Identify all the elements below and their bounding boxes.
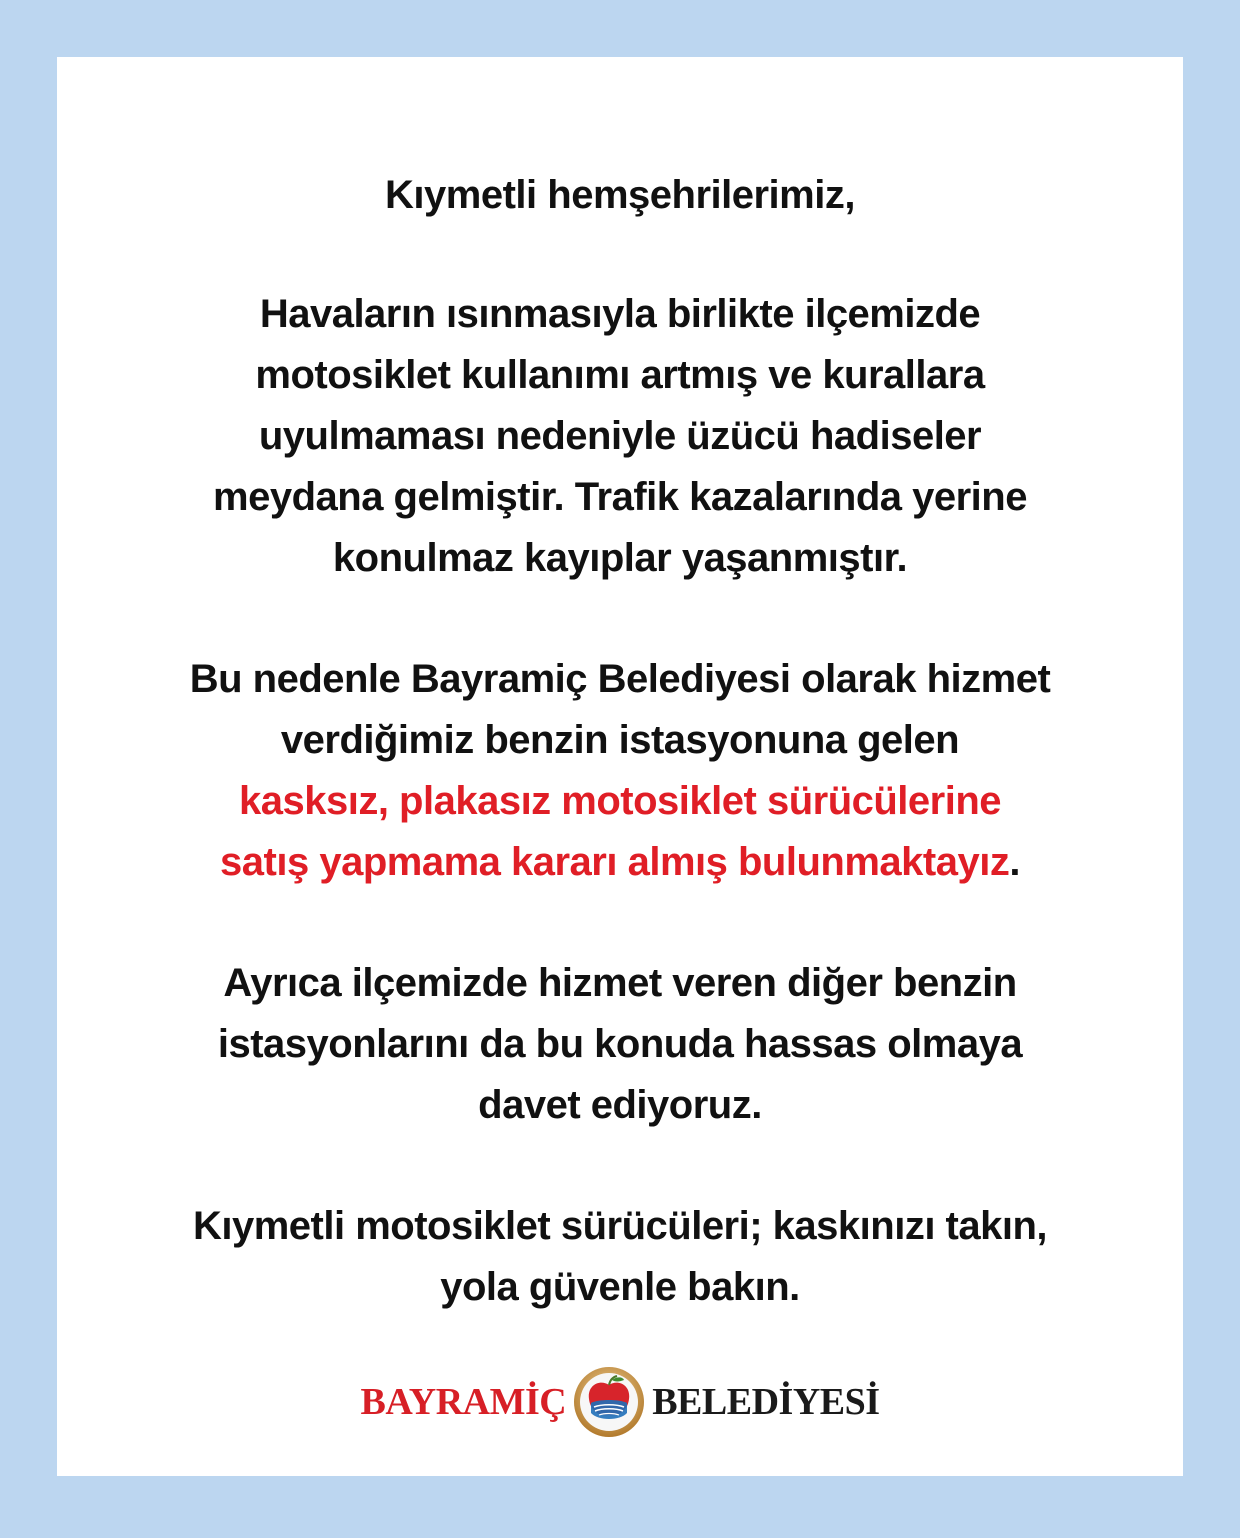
apple-emblem-icon (572, 1365, 646, 1439)
logo-word-belediyesi: BELEDİYESİ (652, 1381, 880, 1423)
paragraph-3-line: Ayrıca ilçemizde hizmet veren diğer benzin (223, 961, 1017, 1005)
notice-text (57, 165, 1183, 1378)
paragraph-3-line: istasyonlarını da bu konuda hassas olmaya (217, 1022, 1023, 1066)
paragraph-3 (57, 953, 1183, 1136)
paragraph-4 (57, 1196, 1183, 1318)
paragraph-2-line: verdiğimiz benzin istasyonuna gelen (280, 718, 960, 762)
paragraph-2-line: Bu nedenle Bayramiç Belediyesi olarak hizmet (189, 657, 1051, 701)
highlight-line: kasksız, plakasız motosiklet sürücülerine (238, 779, 1002, 823)
highlight-line: satış yapmama kararı almış bulunmaktayız (220, 840, 1010, 884)
paragraph-1-line: konulmaz kayıplar yaşanmıştır. (332, 536, 908, 580)
paragraph-1-line: uyulmaması nedeniyle üzücü hadiseler (258, 414, 982, 458)
paragraph-4-line: Kıymetli motosiklet sürücüleri; kaskınızı takın, (192, 1204, 1048, 1248)
paragraph-3-line: davet ediyoruz. (478, 1083, 762, 1127)
notice-card (57, 57, 1183, 1476)
paragraph-1-line: meydana gelmiştir. Trafik kazalarında yerine (213, 475, 1027, 519)
municipality-logo (57, 1365, 1183, 1439)
logo-word-bayramic: BAYRAMİÇ (360, 1381, 567, 1423)
paragraph-2 (57, 649, 1183, 893)
paragraph-1-line: motosiklet kullanımı artmış ve kurallara (255, 353, 985, 397)
paragraph-4-line: yola güvenle bakın. (440, 1265, 800, 1309)
paragraph-1 (57, 284, 1183, 589)
greeting: Kıymetli hemşehrilerimiz, (385, 173, 855, 217)
paragraph-1-line: Havaların ısınmasıyla birlikte ilçemizde (259, 292, 981, 336)
end-punctuation: . (1009, 840, 1020, 884)
